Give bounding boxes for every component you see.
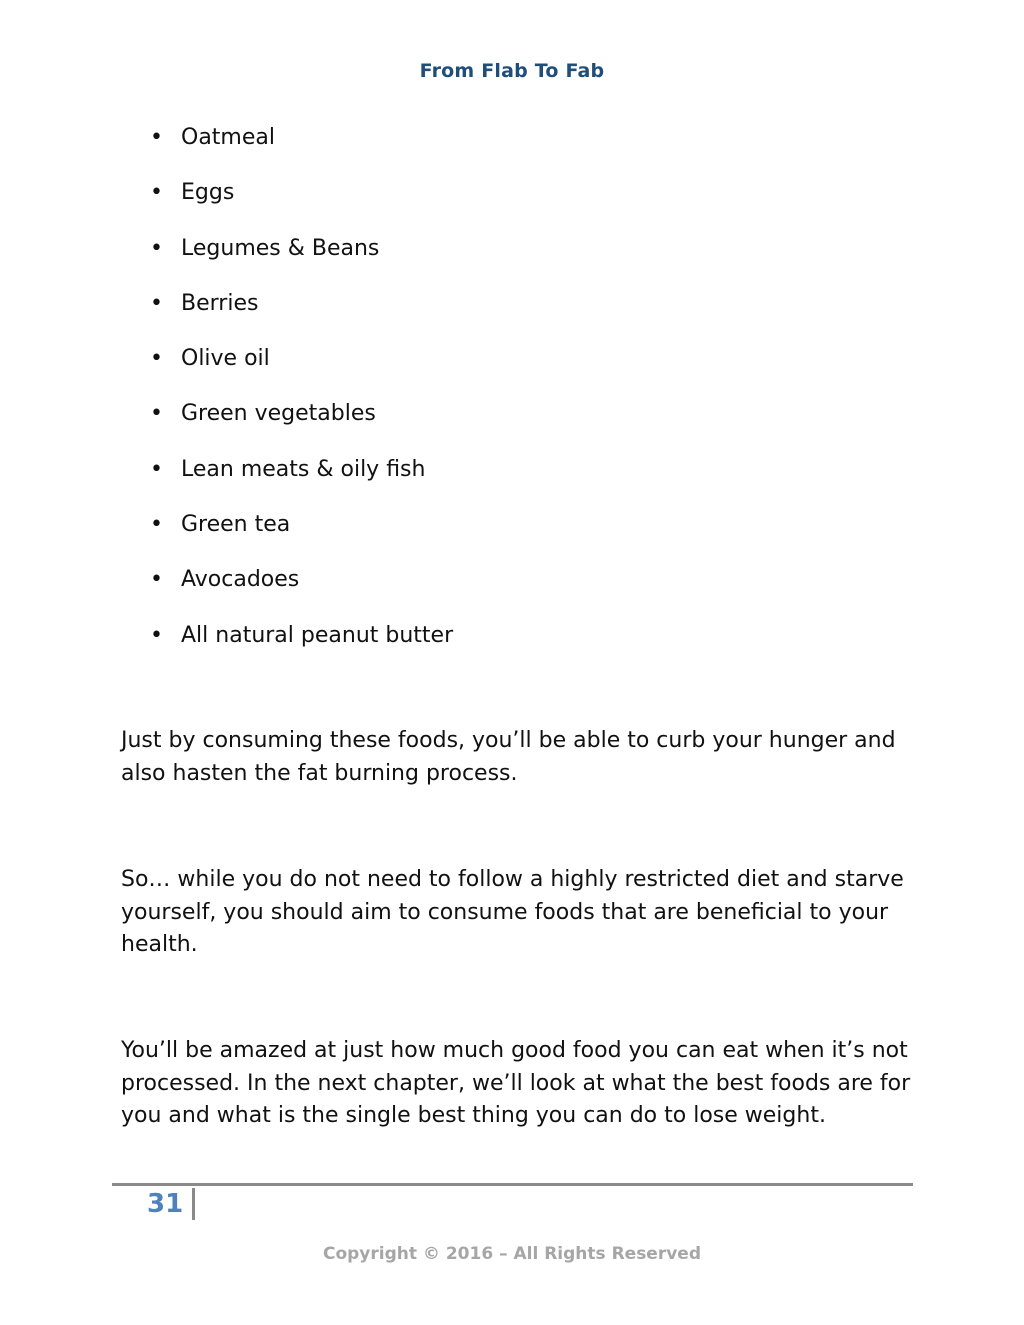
list-item-label: Avocadoes [181, 567, 300, 593]
list-item [150, 229, 453, 284]
list-item-label: Berries [181, 290, 259, 316]
page-number-divider [192, 1188, 195, 1220]
bullet-icon: • [150, 567, 163, 593]
bullet-icon: • [150, 401, 163, 427]
list-item-label: Legumes & Beans [181, 235, 380, 261]
list-item [150, 394, 453, 449]
list-item-label: Green vegetables [181, 401, 376, 427]
list-item [150, 560, 453, 615]
page-header-title: From Flab To Fab [419, 60, 605, 82]
list-item [150, 616, 453, 671]
list-item-label: All natural peanut butter [181, 622, 454, 648]
bullet-icon: • [150, 290, 163, 316]
footer-divider [112, 1183, 913, 1186]
list-item-label: Olive oil [181, 346, 270, 372]
food-list [150, 118, 453, 671]
list-item [150, 173, 453, 228]
body-paragraph: So… while you do not need to follow a highly restricted diet and starve yourself, you should aim to consume foods that are beneficial to your health. [121, 867, 904, 957]
page-number: 31 [147, 1189, 184, 1219]
bullet-icon: • [150, 512, 163, 538]
bullet-icon: • [150, 235, 163, 261]
copyright-notice: Copyright © 2016 – All Rights Reserved [322, 1244, 702, 1264]
list-item-label: Lean meats & oily fish [181, 456, 426, 482]
list-item [150, 450, 453, 505]
body-paragraph: Just by consuming these foods, you’ll be able to curb your hunger and also hasten the fat burning process. [121, 728, 896, 786]
list-item [150, 505, 453, 560]
bullet-icon: • [150, 180, 163, 206]
list-item [150, 118, 453, 173]
list-item [150, 339, 453, 394]
list-item-label: Oatmeal [181, 125, 275, 150]
bullet-icon: • [150, 456, 163, 482]
list-item [150, 284, 453, 339]
bullet-icon: • [150, 346, 163, 372]
list-item-label: Eggs [181, 180, 235, 206]
body-paragraph: You’ll be amazed at just how much good food you can eat when it’s not processed. In the next chapter, we’ll look at what the best foods are for you and what is the single best thing you can do to lose weight. [121, 1038, 911, 1128]
bullet-icon: • [150, 622, 163, 648]
bullet-icon: • [150, 125, 163, 150]
list-item-label: Green tea [181, 512, 291, 538]
